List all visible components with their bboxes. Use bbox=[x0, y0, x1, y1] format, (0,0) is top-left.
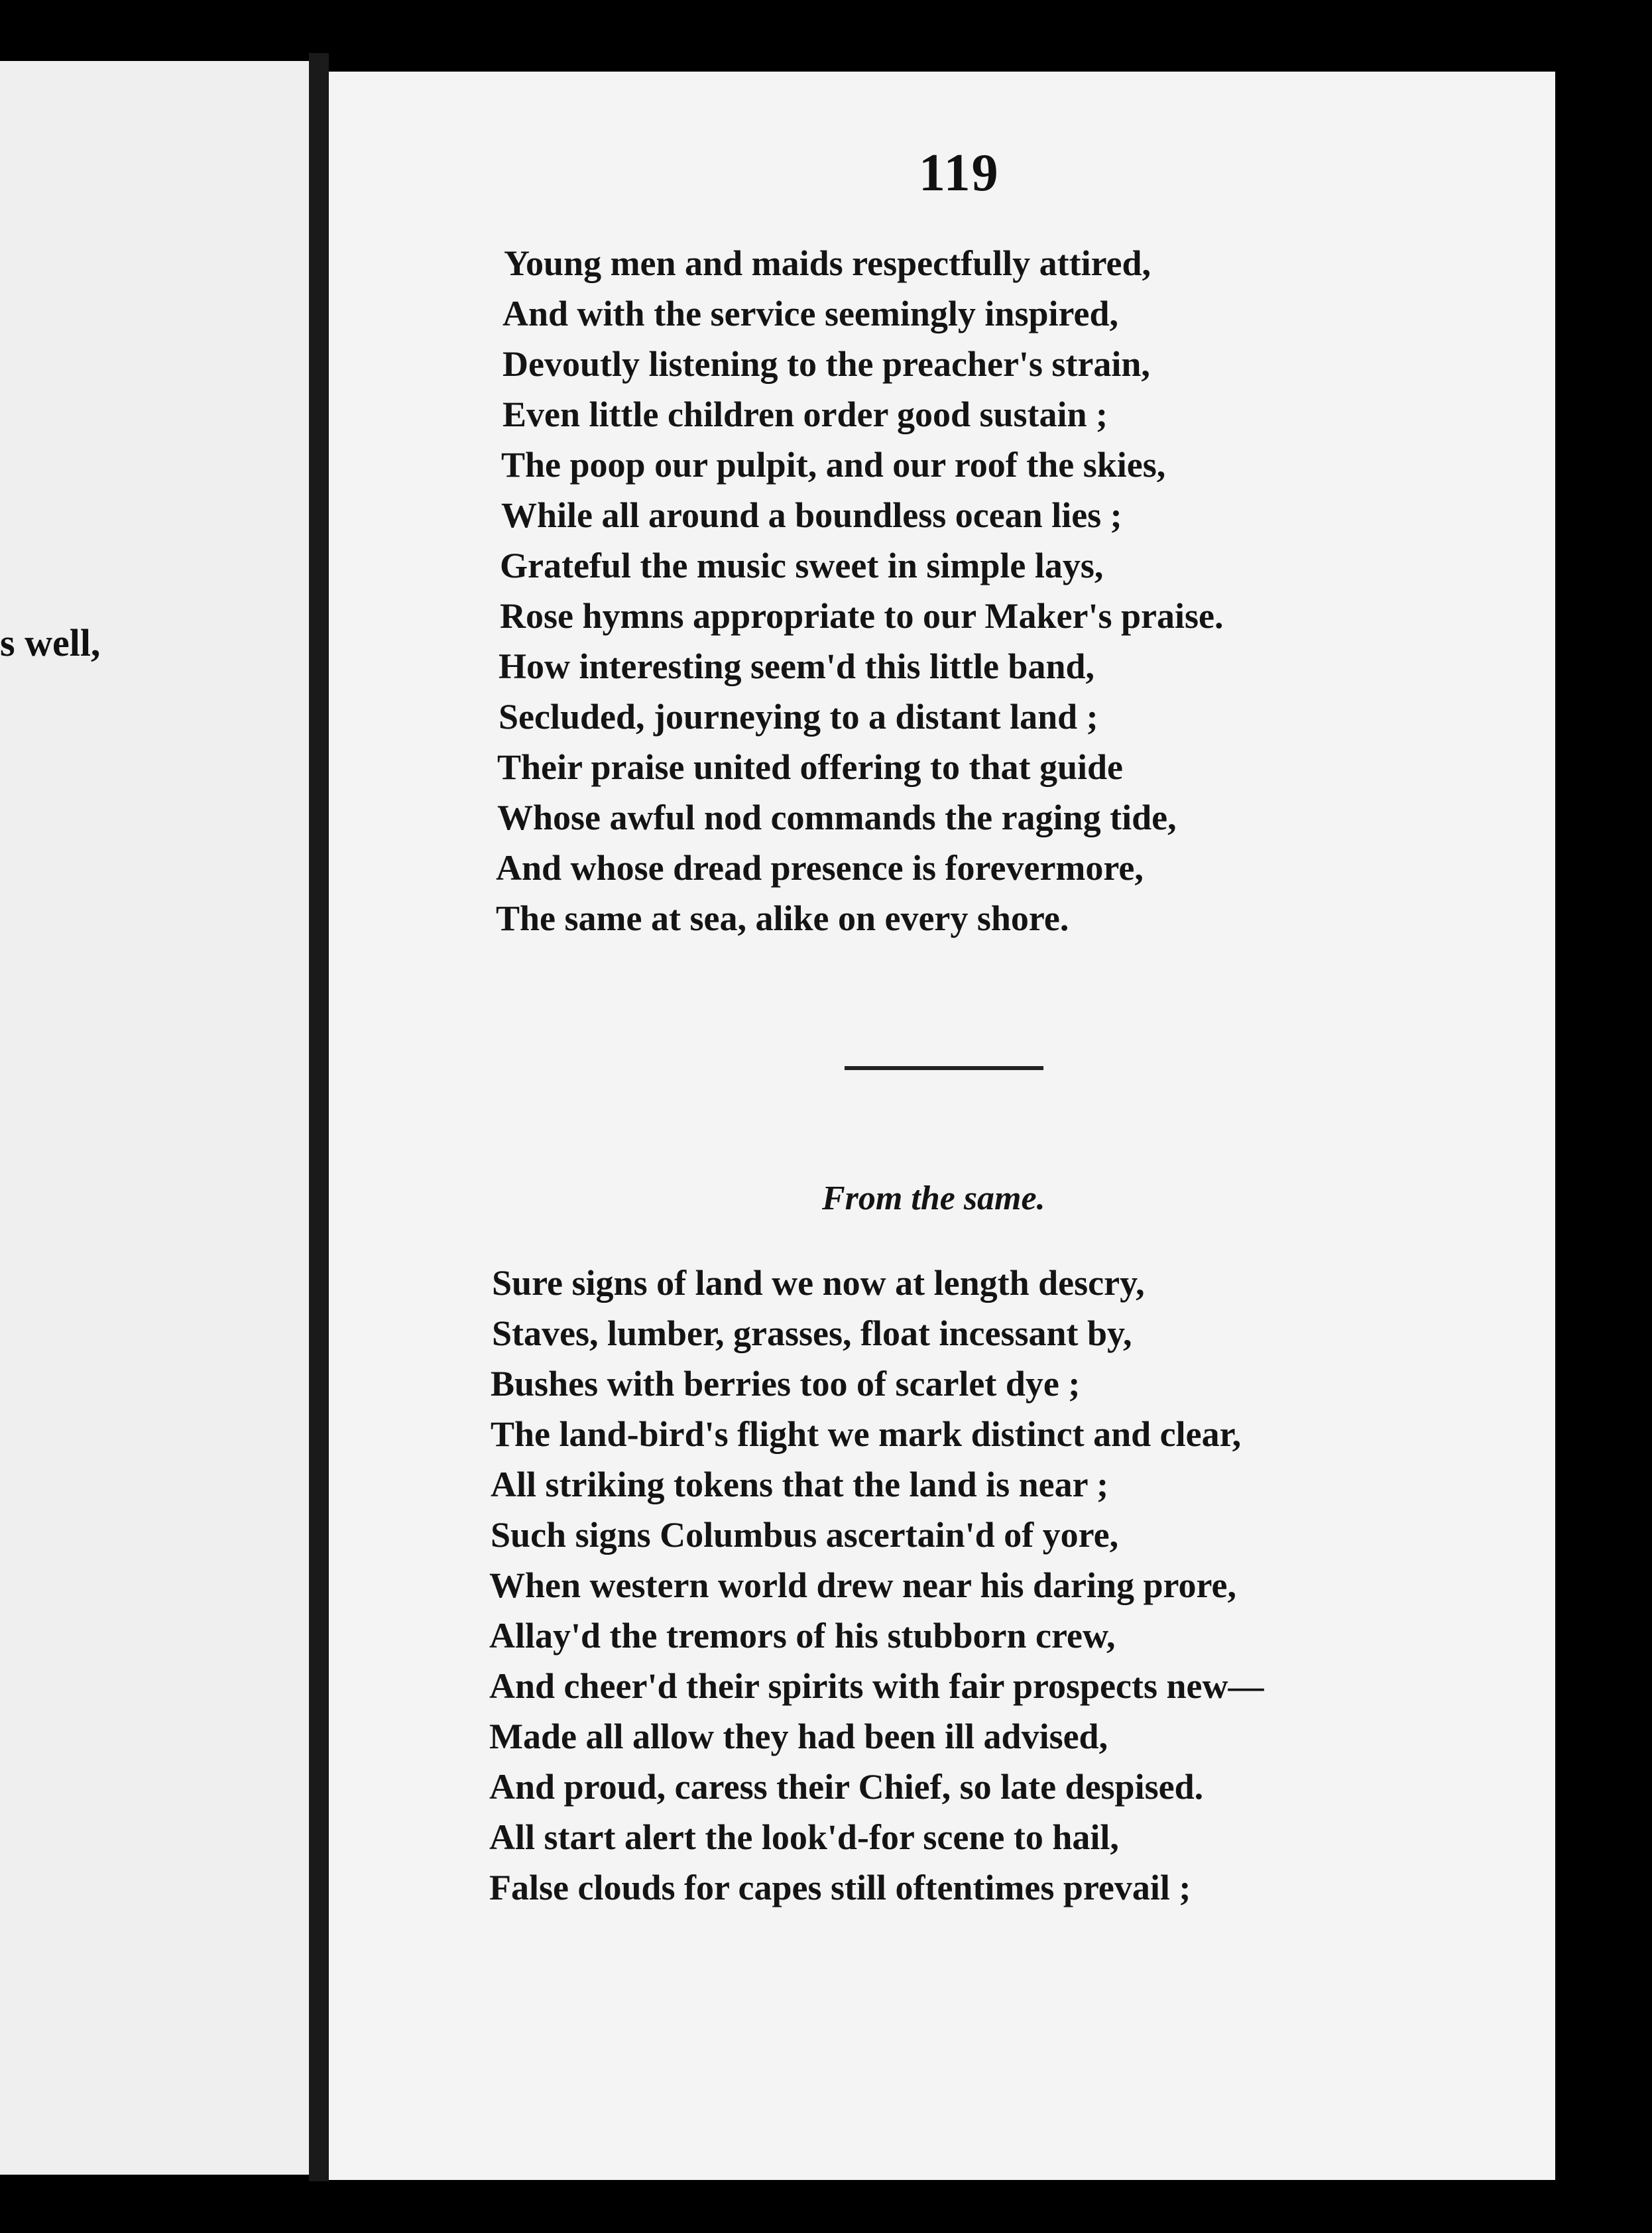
verse-line: Bushes with berries too of scarlet dye ; bbox=[491, 1364, 1081, 1404]
verse-line: The poop our pulpit, and our roof the skies, bbox=[501, 445, 1166, 485]
verse-line: Sure signs of land we now at length descry, bbox=[492, 1263, 1145, 1303]
verse-line: And cheer'd their spirits with fair prospects new— bbox=[489, 1666, 1264, 1706]
verse-line: All start alert the look'd-for scene to hail, bbox=[489, 1817, 1119, 1857]
verse-line: Even little children order good sustain ; bbox=[502, 394, 1108, 434]
verse-line: And with the service seemingly inspired, bbox=[502, 294, 1118, 333]
verse-line: Allay'd the tremors of his stubborn crew, bbox=[489, 1616, 1116, 1656]
verse-line: And whose dread presence is forevermore, bbox=[496, 848, 1144, 888]
left-page-edge-text: s well, bbox=[0, 621, 101, 664]
verse-line: False clouds for capes still oftentimes prevail ; bbox=[489, 1868, 1191, 1907]
page-number: 119 bbox=[919, 144, 1000, 202]
verse-line: The land-bird's flight we mark distinct and clear, bbox=[491, 1414, 1242, 1454]
verse-line: Secluded, journeying to a distant land ; bbox=[499, 697, 1098, 737]
verse-line: Their praise united offering to that guide bbox=[497, 747, 1123, 787]
section-heading: From the same. bbox=[822, 1179, 1045, 1217]
verse-line: The same at sea, alike on every shore. bbox=[496, 898, 1069, 938]
book-gutter bbox=[309, 53, 329, 2181]
verse-line: When western world drew near his daring prore, bbox=[489, 1565, 1237, 1605]
verse-line: Young men and maids respectfully attired, bbox=[504, 243, 1151, 283]
verse-line: While all around a boundless ocean lies ; bbox=[501, 495, 1122, 535]
verse-line: Made all allow they had been ill advised, bbox=[489, 1717, 1108, 1756]
verse-line: Rose hymns appropriate to our Maker's praise. bbox=[500, 596, 1224, 636]
verse-line: Grateful the music sweet in simple lays, bbox=[500, 546, 1104, 585]
verse-line: How interesting seem'd this little band, bbox=[499, 646, 1095, 686]
verse-line: All striking tokens that the land is near ; bbox=[491, 1465, 1109, 1504]
verse-line: Staves, lumber, grasses, float incessant by, bbox=[492, 1313, 1132, 1353]
verse-line: Whose awful nod commands the raging tide, bbox=[497, 798, 1177, 837]
verse-line: And proud, caress their Chief, so late despised. bbox=[489, 1767, 1204, 1807]
verse-line: Devoutly listening to the preacher's strain, bbox=[502, 344, 1150, 384]
verse-line: Such signs Columbus ascertain'd of yore, bbox=[491, 1515, 1119, 1555]
left-page bbox=[0, 61, 309, 2175]
right-page bbox=[329, 72, 1555, 2180]
section-divider bbox=[845, 1066, 1043, 1070]
